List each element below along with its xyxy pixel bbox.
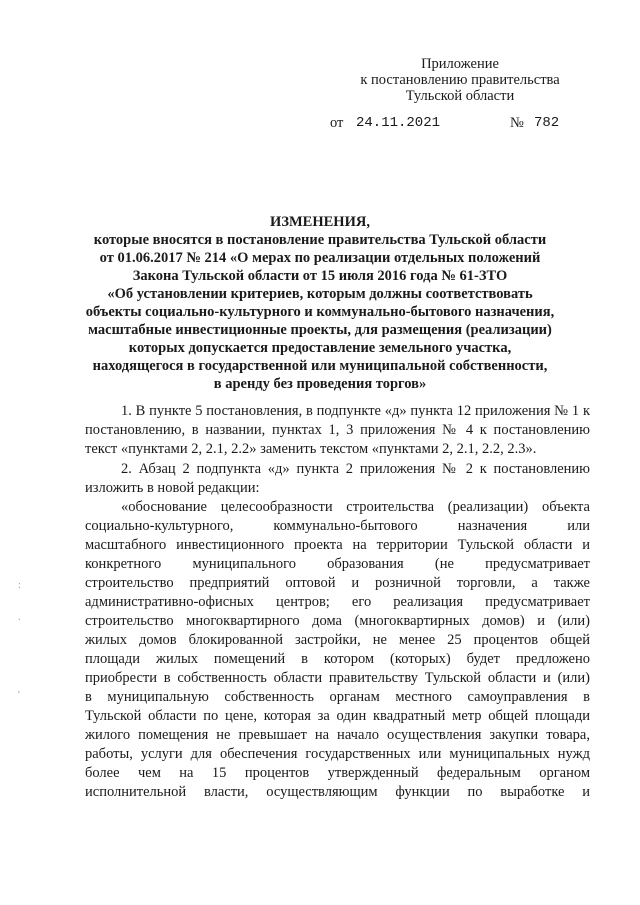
heading-line: которые вносятся в постановление правительства Тульской области xyxy=(93,232,547,248)
date-label: от xyxy=(330,115,344,131)
scan-margin-mark: : xyxy=(18,580,21,591)
quote-line: административно-офисных центров; его реализация предусматривает xyxy=(85,594,590,610)
quote-line: приобрести в собственность области правительству Тульской области и (или) xyxy=(85,670,590,686)
document-number: 782 xyxy=(534,115,560,131)
quote-line: масштабного инвестиционного проекта на территории Тульской области и xyxy=(85,537,590,553)
quote-line: в муниципальную собственность органам местного самоуправления в xyxy=(85,689,590,705)
heading-line: масштабные инвестиционные проекты, для размещения (реализации) xyxy=(88,322,552,338)
quote-line: социально-культурного, коммунально-бытового назначения или xyxy=(85,518,590,534)
heading-line: в аренду без проведения торгов» xyxy=(213,376,427,392)
appendix-region: Тульской области xyxy=(405,88,515,104)
heading-line: Закона Тульской области от 15 июля 2016 года № 61-ЗТО xyxy=(132,268,508,284)
quote-line: строительство предприятий оптовой и розничной торговли, а также xyxy=(85,575,590,591)
heading-line: «Об установлении критериев, которым должны соответствовать xyxy=(107,286,533,302)
heading-line: объекты социально-культурного и коммунально-бытового назначения, xyxy=(85,304,555,320)
quote-line: Тульской области по цене, которая за один квадратный метр общей площади xyxy=(85,708,590,724)
document-body xyxy=(85,402,590,802)
appendix-title: Приложение xyxy=(421,56,499,72)
scan-margin-mark: ' xyxy=(18,690,20,701)
heading-line: от 01.06.2017 № 214 «О мерах по реализации отдельных положений xyxy=(99,250,541,266)
quote-line: жилого помещения не превышает на начало осуществления закупки товара, xyxy=(85,727,590,743)
quote-line: конкретного муниципального образования (не предусматривает xyxy=(85,556,590,572)
quote-line: более чем на 15 процентов утвержденный федеральным органом xyxy=(85,765,590,781)
heading-title: ИЗМЕНЕНИЯ, xyxy=(270,214,370,230)
quote-line: жилых домов блокированной застройки, не менее 25 процентов общей xyxy=(85,632,590,648)
quote-line: исполнительной власти, осуществляющим функции по выработке и xyxy=(85,784,590,800)
document-heading xyxy=(60,213,580,393)
paragraph-2: 2. Абзац 2 подпункта «д» пункта 2 приложения № 2 к постановлению изложить в новой редакции: xyxy=(85,461,590,496)
document-date: 24.11.2021 xyxy=(356,115,441,131)
quote-line: «обоснование целесообразности строительства (реализации) объекта xyxy=(121,499,590,515)
quote-line: работы, услуги для обеспечения государственных или муниципальных нужд xyxy=(85,746,590,762)
appendix-header xyxy=(330,56,590,104)
heading-line: которых допускается предоставление земельного участка, xyxy=(128,340,512,356)
number-label: № xyxy=(510,115,524,131)
quote-line: площади жилых помещений в котором (которых) будет предложено xyxy=(85,651,590,667)
heading-line: находящегося в государственной или муниципальной собственности, xyxy=(92,358,548,374)
quote-line: строительство многоквартирного дома (многоквартирных домов) и (или) xyxy=(85,613,590,629)
quoted-text xyxy=(85,498,590,802)
paragraph-1: 1. В пункте 5 постановления, в подпункте «д» пункта 12 приложения № 1 к постановлению, в названии, пунктах 1, 3 приложения № 4 к постановлению текст «пунктами 2, 2.1, 2.2» заменить текстом «пунктами 2, 2.1, 2.2, 2.3». xyxy=(85,403,590,457)
appendix-subtitle: к постановлению правительства xyxy=(360,72,560,88)
scan-margin-mark: . xyxy=(18,612,21,623)
